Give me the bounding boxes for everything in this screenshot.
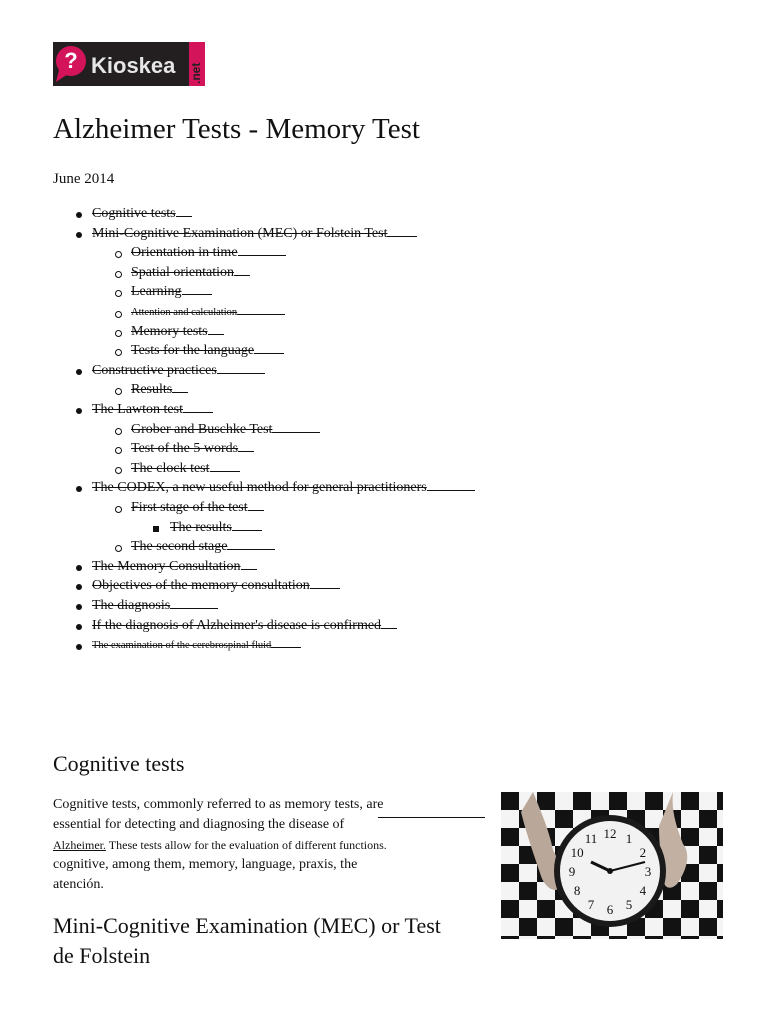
link-underline bbox=[310, 577, 340, 589]
link-underline bbox=[237, 303, 285, 315]
bullet-icon bbox=[115, 251, 122, 258]
link-underline bbox=[241, 558, 257, 570]
paragraph-line: cognitive, among them, memory, language, praxis, the bbox=[53, 857, 358, 872]
toc-link[interactable]: The CODEX, a new useful method for general practitioners bbox=[92, 479, 475, 496]
toc-link[interactable]: Objectives of the memory consultation bbox=[92, 577, 340, 594]
paragraph-line: essential for detecting and diagnosing the disease of bbox=[53, 817, 345, 832]
table-of-contents bbox=[0, 205, 768, 665]
bullet-icon bbox=[115, 271, 122, 278]
clock-number: 9 bbox=[568, 864, 576, 879]
section-title-cognitive-tests: Cognitive tests bbox=[53, 751, 185, 776]
link-underline bbox=[208, 323, 224, 335]
logo-text: Kioskea bbox=[91, 53, 176, 78]
toc-link[interactable]: Spatial orientation bbox=[131, 264, 250, 281]
bullet-icon bbox=[115, 506, 122, 513]
clock-number: 10 bbox=[570, 845, 584, 860]
toc-link[interactable]: If the diagnosis of Alzheimer's disease is confirmed bbox=[92, 617, 397, 634]
clock-number: 1 bbox=[625, 831, 633, 847]
bullet-icon bbox=[115, 311, 122, 318]
bullet-icon bbox=[76, 644, 82, 650]
toc-link[interactable]: The results bbox=[170, 519, 262, 536]
bullet-icon bbox=[115, 428, 122, 435]
section-title-mec: Mini-Cognitive Examination (MEC) or Test bbox=[53, 913, 441, 938]
bullet-icon bbox=[76, 624, 82, 630]
toc-link[interactable]: Memory tests bbox=[131, 323, 224, 340]
bullet-icon bbox=[115, 330, 122, 337]
section-title-mec-cont: de Folstein bbox=[53, 943, 151, 968]
bullet-icon bbox=[115, 349, 122, 356]
bullet-icon bbox=[115, 545, 122, 552]
bullet-icon bbox=[115, 290, 122, 297]
toc-link[interactable]: Mini-Cognitive Examination (MEC) or Folstein Test bbox=[92, 225, 417, 242]
publication-date: June 2014 bbox=[53, 171, 115, 187]
link-underline bbox=[217, 362, 265, 374]
link-underline bbox=[272, 421, 320, 433]
bullet-icon bbox=[76, 232, 82, 238]
toc-link[interactable]: Tests for the language bbox=[131, 342, 284, 359]
link-underline bbox=[248, 499, 264, 511]
toc-link[interactable]: Learning bbox=[131, 283, 212, 300]
alzheimer-link[interactable]: Alzheimer. bbox=[53, 838, 106, 852]
link-underline bbox=[387, 225, 417, 237]
kioskea-logo[interactable] bbox=[53, 42, 205, 86]
link-underline bbox=[227, 538, 275, 550]
link-underline bbox=[182, 283, 212, 295]
clock-number: 5 bbox=[625, 896, 633, 912]
link-underline bbox=[427, 479, 475, 491]
toc-link[interactable]: The Lawton test bbox=[92, 401, 213, 418]
link-underline bbox=[254, 342, 284, 354]
page-title: Alzheimer Tests - Memory Test bbox=[53, 113, 420, 145]
toc-link[interactable]: The Memory Consultation bbox=[92, 558, 257, 575]
bullet-icon bbox=[76, 565, 82, 571]
bullet-icon bbox=[76, 212, 82, 218]
clock-number: 4 bbox=[639, 883, 647, 898]
clock-number: 11 bbox=[584, 831, 598, 847]
toc-link[interactable]: The clock test bbox=[131, 460, 240, 477]
clock-number: 6 bbox=[606, 902, 614, 917]
bullet-icon bbox=[115, 447, 122, 454]
link-underline bbox=[183, 401, 213, 413]
link-underline bbox=[271, 636, 301, 648]
paragraph-line: Cognitive tests, commonly referred to as memory tests, are bbox=[53, 797, 384, 812]
toc-link[interactable]: The second stage bbox=[131, 538, 275, 555]
toc-link[interactable]: Attention and calculation bbox=[131, 303, 285, 318]
paragraph-line-text: These tests allow for the evaluation of different functions. bbox=[108, 838, 387, 852]
bullet-icon bbox=[76, 369, 82, 375]
toc-link[interactable]: The diagnosis bbox=[92, 597, 218, 614]
link-underline bbox=[381, 617, 397, 629]
clock-center bbox=[607, 868, 613, 874]
clock-number: 7 bbox=[587, 896, 595, 912]
toc-link[interactable]: Test of the 5 words bbox=[131, 440, 254, 457]
bullet-icon bbox=[76, 604, 82, 610]
toc-link[interactable]: Orientation in time bbox=[131, 244, 286, 261]
clock-number: 12 bbox=[603, 826, 617, 841]
toc-link[interactable]: The examination of the cerebrospinal fluid bbox=[92, 636, 301, 651]
clock-number: 3 bbox=[644, 864, 652, 879]
paragraph-line: atención. bbox=[53, 877, 104, 892]
bullet-icon bbox=[76, 486, 82, 492]
link-underline bbox=[210, 460, 240, 472]
toc-link[interactable]: First stage of the test bbox=[131, 499, 264, 516]
bullet-icon bbox=[153, 526, 159, 532]
svg-text:?: ? bbox=[64, 48, 78, 73]
link-underline bbox=[378, 817, 485, 818]
clock-photo bbox=[501, 792, 723, 939]
toc-link[interactable]: Grober and Buschke Test bbox=[131, 421, 320, 438]
bullet-icon bbox=[76, 408, 82, 414]
clock-number: 8 bbox=[573, 883, 581, 898]
link-underline bbox=[170, 597, 218, 609]
link-underline bbox=[238, 440, 254, 452]
toc-link[interactable]: Cognitive tests bbox=[92, 205, 192, 222]
link-underline bbox=[238, 244, 286, 256]
paragraph-line bbox=[53, 835, 387, 855]
toc-link[interactable]: Results bbox=[131, 381, 188, 398]
logo-suffix: .net bbox=[189, 62, 203, 84]
link-underline bbox=[234, 264, 250, 276]
bullet-icon bbox=[76, 584, 82, 590]
link-underline bbox=[172, 381, 188, 393]
bullet-icon bbox=[115, 467, 122, 474]
bullet-icon bbox=[115, 388, 122, 395]
link-underline bbox=[232, 519, 262, 531]
clock-number: 2 bbox=[639, 845, 647, 860]
link-underline bbox=[176, 205, 192, 217]
toc-link[interactable]: Constructive practices bbox=[92, 362, 265, 379]
